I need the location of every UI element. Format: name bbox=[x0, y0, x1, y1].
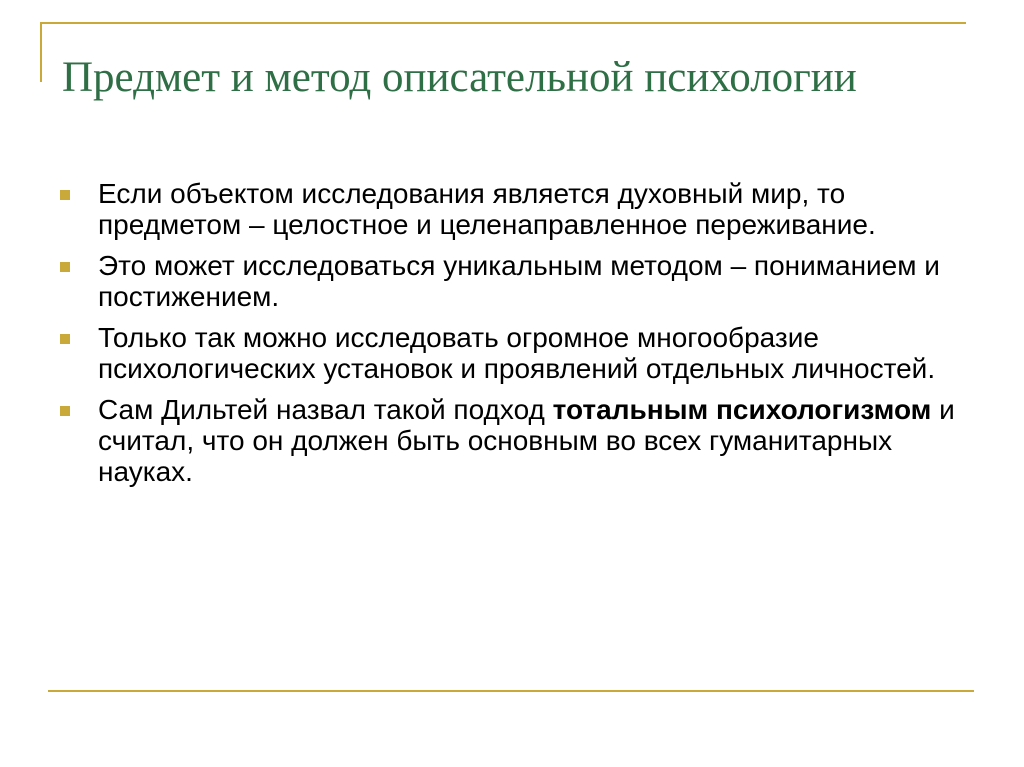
top-rule bbox=[40, 22, 966, 24]
bullet-item bbox=[60, 178, 960, 240]
bottom-rule bbox=[48, 690, 974, 692]
bullet-text: Только так можно исследовать огромное многообразие психологических установок и проявлений отдельных личностей. bbox=[98, 322, 936, 384]
square-bullet-icon bbox=[60, 406, 70, 416]
bullet-item bbox=[60, 394, 960, 487]
square-bullet-icon bbox=[60, 334, 70, 344]
square-bullet-icon bbox=[60, 190, 70, 200]
bullet-item bbox=[60, 250, 960, 312]
bullet-text-before: Сам Дильтей назвал такой подход bbox=[98, 394, 553, 425]
left-rule bbox=[40, 22, 42, 82]
square-bullet-icon bbox=[60, 262, 70, 272]
bullet-item bbox=[60, 322, 960, 384]
bullet-list bbox=[60, 178, 960, 497]
bullet-text: Если объектом исследования является духовный мир, то предметом – целостное и целенаправленное переживание. bbox=[98, 178, 876, 240]
bullet-text-after: и считал, что он должен быть основным во всех гуманитарных науках. bbox=[98, 394, 955, 487]
bullet-text-bold: тотальным психологизмом bbox=[552, 394, 932, 425]
slide-title: Предмет и метод описательной психологии bbox=[62, 54, 857, 101]
bullet-text: Это может исследоваться уникальным методом – пониманием и постижением. bbox=[98, 250, 940, 312]
